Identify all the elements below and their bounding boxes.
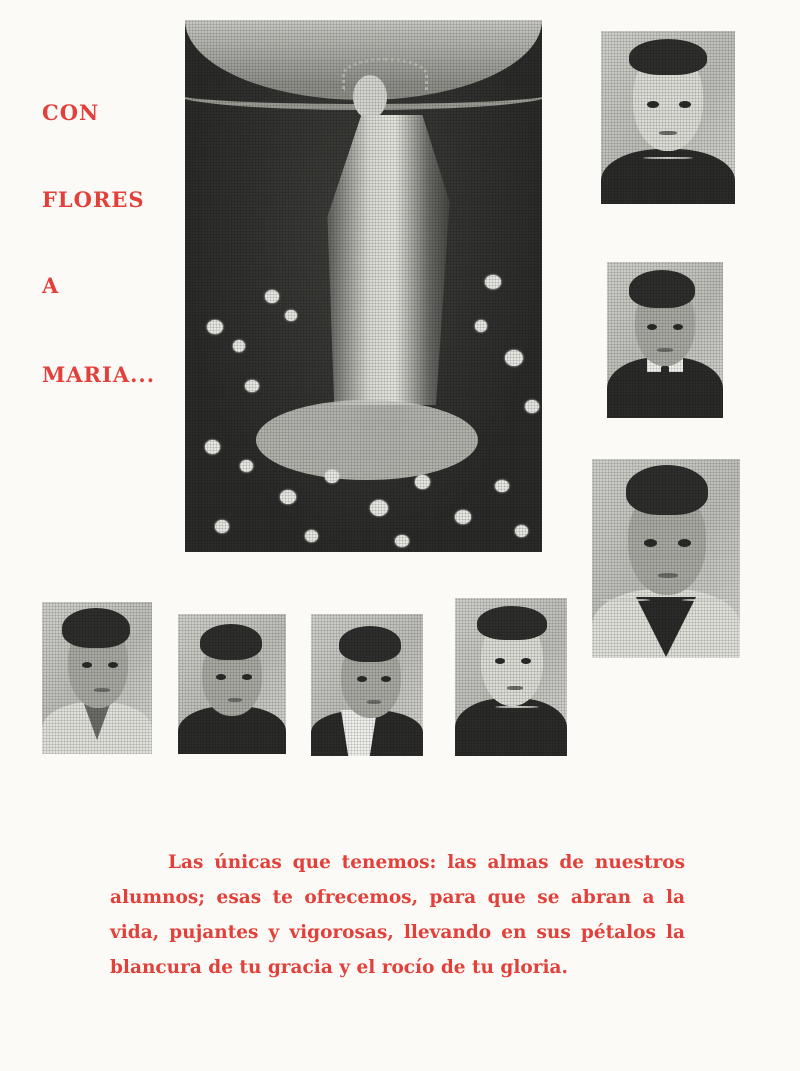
portrait-photo-4	[42, 602, 152, 754]
portrait-photo-7	[455, 598, 567, 756]
portrait-photo-3	[592, 459, 740, 658]
main-photo-madonna	[185, 20, 542, 552]
title-line-con: CON	[42, 100, 100, 125]
title-line-flores: FLORES	[42, 187, 145, 212]
dedication-paragraph: Las únicas que tenemos: las almas de nuestros alumnos; esas te ofrecemos, para que se abran a la vida, pujantes y vigorosas, llevando en sus pétalos la blancura de tu gracia y el rocío de tu gloria.	[110, 852, 685, 978]
title-line-maria: MARIA...	[42, 362, 156, 387]
portrait-photo-2	[607, 262, 723, 418]
title-line-a: A	[42, 273, 60, 298]
portrait-photo-1	[601, 31, 735, 204]
portrait-photo-6	[311, 614, 423, 756]
portrait-photo-5	[178, 614, 286, 754]
